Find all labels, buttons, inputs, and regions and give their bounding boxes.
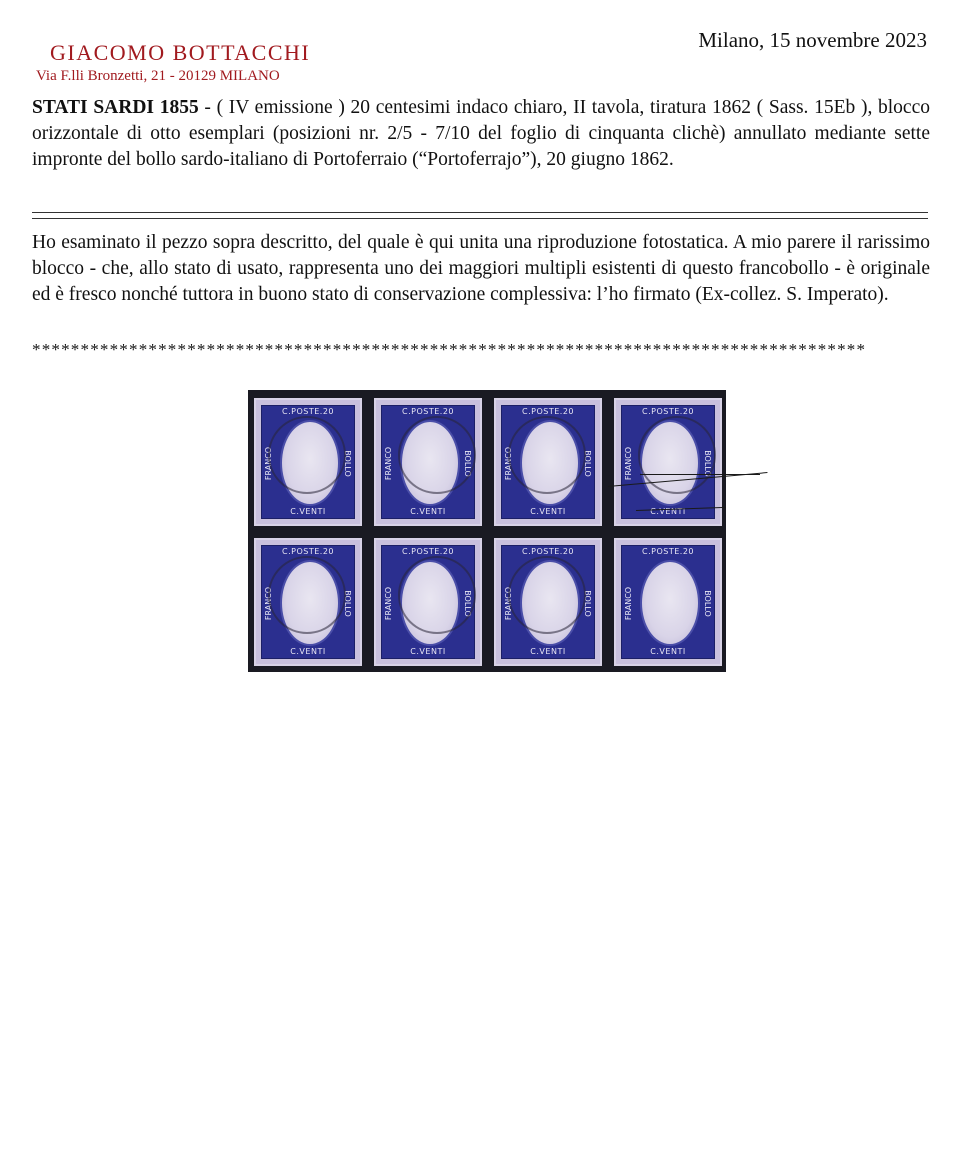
stamp-bottom-text: C.VENTI — [650, 507, 686, 516]
stamp-bottom-text: C.VENTI — [290, 647, 326, 656]
stamp-bottom-text: C.VENTI — [410, 647, 446, 656]
stamp-top-text: C.POSTE.20 — [642, 407, 694, 416]
stamp-left-text: FRANCO — [624, 446, 634, 480]
postmark — [268, 416, 346, 494]
stamp-bottom-text: C.VENTI — [290, 507, 326, 516]
pen-stroke — [640, 474, 760, 475]
stamp-right-text: BOLLO — [462, 589, 472, 617]
stamp-top-text: C.POSTE.20 — [402, 547, 454, 556]
stamp-block-photo — [248, 390, 726, 672]
king-portrait-oval — [640, 560, 700, 646]
stamp-top-text: C.POSTE.20 — [282, 407, 334, 416]
star-separator: ************************************************************************************** — [32, 340, 867, 359]
stamp-right-text: BOLLO — [342, 449, 352, 477]
stamp-top-text: C.POSTE.20 — [642, 547, 694, 556]
stamp-top-text: C.POSTE.20 — [522, 547, 574, 556]
stamp-right-text: BOLLO — [702, 449, 712, 477]
postmark — [398, 556, 476, 634]
description-lead: STATI SARDI 1855 — [32, 97, 199, 118]
postmark — [398, 416, 476, 494]
stamp-right-text: BOLLO — [462, 449, 472, 477]
stamp-right-text: BOLLO — [582, 589, 592, 617]
stamp-left-text: FRANCO — [504, 586, 514, 620]
stamp-right-text: BOLLO — [582, 449, 592, 477]
stamp-left-text: FRANCO — [504, 446, 514, 480]
double-divider — [32, 212, 928, 219]
stamp-top-text: C.POSTE.20 — [522, 407, 574, 416]
place-date: Milano, 15 novembre 2023 — [698, 28, 927, 52]
postmark — [508, 556, 586, 634]
stamp-bottom-text: C.VENTI — [530, 507, 566, 516]
expert-name: GIACOMO BOTTACCHI — [50, 40, 311, 65]
stamp-bottom-text: C.VENTI — [650, 647, 686, 656]
stamp-frame — [621, 545, 715, 659]
item-description — [32, 95, 930, 173]
stamp — [614, 538, 722, 666]
stamp-left-text: FRANCO — [264, 586, 274, 620]
expert-opinion: Ho esaminato il pezzo sopra descritto, del quale è qui unita una riproduzione fotostatica. A mio parere il rarissimo blocco - che, allo stato di usato, rappresenta uno dei maggiori multipli esistenti di questo francobollo - è originale ed è fresco nonché tuttora in buono stato di conservazione complessiva: l’ho firmato (Ex-collez. S. Imperato). — [32, 232, 930, 305]
stamp-left-text: FRANCO — [264, 446, 274, 480]
stamp-bottom-text: C.VENTI — [530, 647, 566, 656]
stamp-right-text: BOLLO — [702, 589, 712, 617]
expert-address: Via F.lli Bronzetti, 21 - 20129 MILANO — [36, 68, 280, 84]
description-body: - ( IV emissione ) 20 centesimi indaco chiaro, II tavola, tiratura 1862 ( Sass. 15Eb ), blocco orizzontale di otto esemplari (posizioni nr. 2/5 - 7/10 del foglio di cinquanta clichè) annullato mediante sette impronte del bollo sardo-italiano di Portoferraio (“Portoferrajo”), 20 giugno 1862. — [32, 97, 930, 170]
stamp-left-text: FRANCO — [624, 586, 634, 620]
stamp-top-text: C.POSTE.20 — [282, 547, 334, 556]
stamp-left-text: FRANCO — [384, 446, 394, 480]
stamp-top-text: C.POSTE.20 — [402, 407, 454, 416]
stamp-bottom-text: C.VENTI — [410, 507, 446, 516]
stamp-left-text: FRANCO — [384, 586, 394, 620]
postmark — [508, 416, 586, 494]
stamp-right-text: BOLLO — [342, 589, 352, 617]
postmark — [268, 556, 346, 634]
